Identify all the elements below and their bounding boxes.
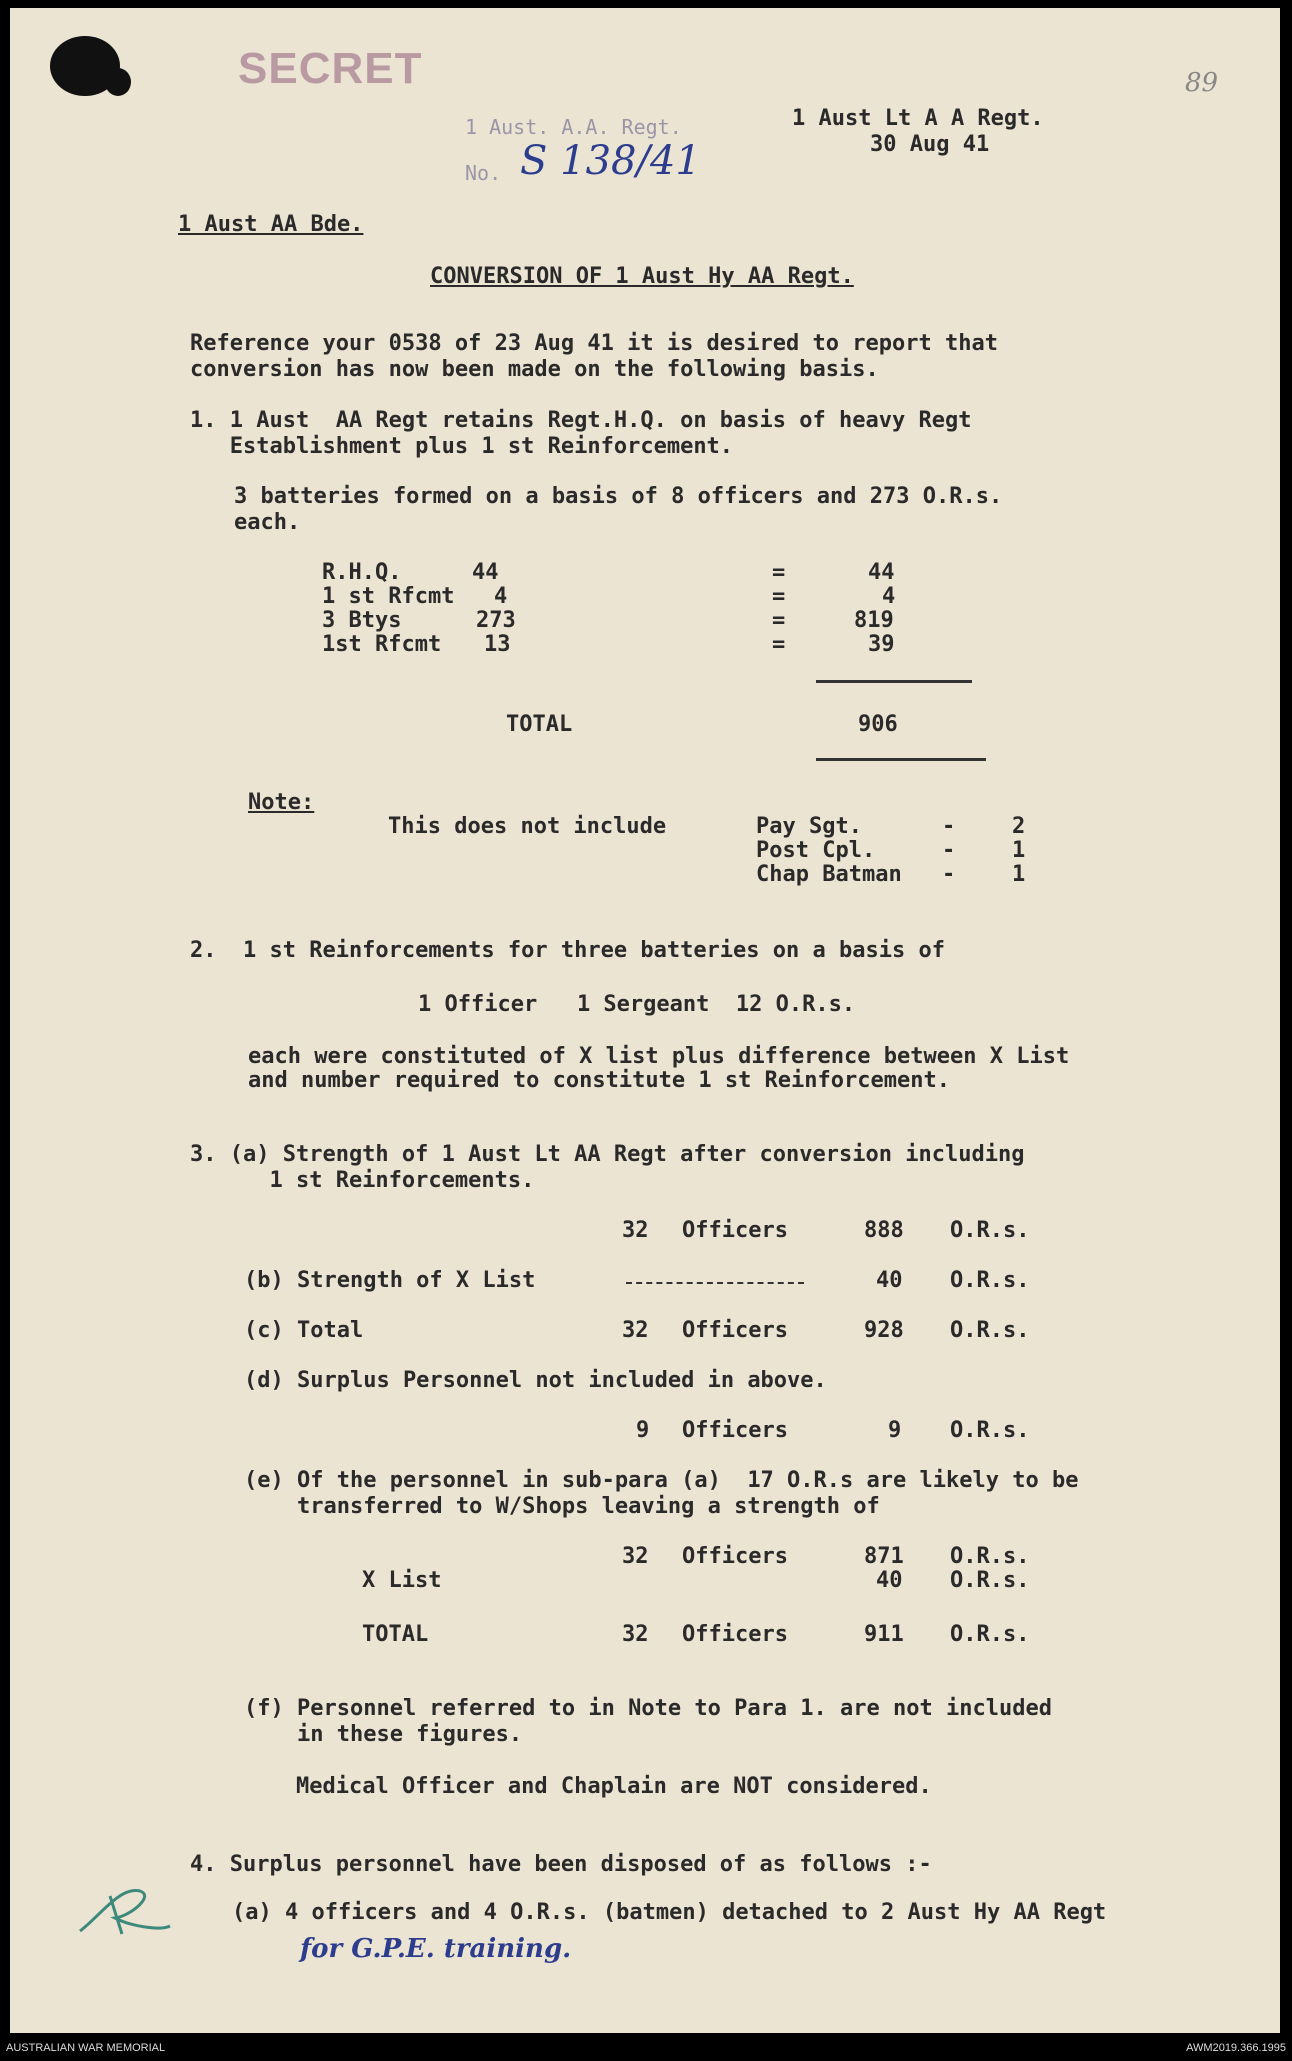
note-item-label: Chap Batman bbox=[756, 862, 902, 887]
row-ors: 40 bbox=[876, 1568, 903, 1593]
handwritten-note: for G.P.E. training. bbox=[300, 1934, 572, 1964]
note-item-value: 2 bbox=[1012, 814, 1026, 839]
para2-after: each were constituted of X list plus difference between X List bbox=[248, 1044, 1070, 1069]
total-rule-bottom bbox=[816, 758, 986, 761]
note-item-dash: - bbox=[942, 814, 956, 839]
faint-stamp-unit: 1 Aust. A.A. Regt. bbox=[465, 115, 682, 139]
para1-line: 1. 1 Aust AA Regt retains Regt.H.Q. on basis of heavy Regt bbox=[190, 408, 972, 433]
table-value: 819 bbox=[854, 608, 894, 633]
row-officers: Officers bbox=[682, 1544, 788, 1569]
secret-stamp: SECRET bbox=[238, 44, 423, 93]
row-ors: 911 bbox=[864, 1622, 904, 1647]
para3-e: (e) Of the personnel in sub-para (a) 17 O.R.s are likely to be bbox=[244, 1468, 1079, 1493]
table-num: 4 bbox=[494, 584, 508, 609]
table-eq: = bbox=[772, 584, 786, 609]
total-value: 906 bbox=[858, 712, 898, 737]
faint-stamp-number: No. bbox=[465, 161, 502, 185]
para2-line: 2. 1 st Reinforcements for three batteries on a basis of bbox=[190, 938, 945, 963]
para3-c-label: (c) Total bbox=[244, 1318, 364, 1343]
row-officers: Officers bbox=[682, 1418, 788, 1443]
row-num: 32 bbox=[622, 1318, 649, 1343]
row-unit: O.R.s. bbox=[950, 1622, 1030, 1647]
table-label: 1st Rfcmt bbox=[322, 632, 442, 657]
table-label: R.H.Q. bbox=[322, 560, 402, 585]
para3-a: 1 st Reinforcements. bbox=[190, 1168, 535, 1193]
row-unit: O.R.s. bbox=[950, 1544, 1030, 1569]
note-item-value: 1 bbox=[1012, 838, 1026, 863]
subject-line: CONVERSION OF 1 Aust Hy AA Regt. bbox=[430, 264, 854, 289]
row-unit: O.R.s. bbox=[950, 1418, 1030, 1443]
para4-a: (a) 4 officers and 4 O.R.s. (batmen) detached to 2 Aust Hy AA Regt bbox=[232, 1900, 1107, 1925]
batteries-line: each. bbox=[234, 510, 301, 535]
row-ors: 888 bbox=[864, 1218, 904, 1243]
intro-line: Reference your 0538 of 23 Aug 41 it is desired to report that bbox=[190, 331, 998, 356]
row-num: 32 bbox=[622, 1622, 649, 1647]
footer-source: AUSTRALIAN WAR MEMORIAL bbox=[6, 2042, 166, 2054]
header-unit: 1 Aust Lt A A Regt. bbox=[792, 106, 1044, 131]
row-unit: O.R.s. bbox=[950, 1568, 1030, 1593]
table-label: 3 Btys bbox=[322, 608, 402, 633]
handwritten-initial-icon bbox=[70, 1876, 180, 1946]
table-value: 4 bbox=[882, 584, 896, 609]
table-eq: = bbox=[772, 560, 786, 585]
para3-a: 3. (a) Strength of 1 Aust Lt AA Regt after conversion including bbox=[190, 1142, 1025, 1167]
row-label: X List bbox=[362, 1568, 442, 1593]
table-num: 44 bbox=[472, 560, 499, 585]
total-label: TOTAL bbox=[506, 712, 573, 737]
dashed-line bbox=[626, 1282, 804, 1286]
row-unit: O.R.s. bbox=[950, 1268, 1030, 1293]
row-unit: O.R.s. bbox=[950, 1318, 1030, 1343]
row-num: 32 bbox=[622, 1544, 649, 1569]
note-text: This does not include bbox=[388, 814, 667, 839]
table-value: 44 bbox=[868, 560, 895, 585]
ink-blot bbox=[105, 68, 131, 96]
para3-f: in these figures. bbox=[244, 1722, 523, 1747]
row-ors: 9 bbox=[888, 1418, 902, 1443]
note-item-label: Post Cpl. bbox=[756, 838, 876, 863]
row-officers: Officers bbox=[682, 1218, 788, 1243]
table-num: 273 bbox=[476, 608, 516, 633]
intro-line: conversion has now been made on the following basis. bbox=[190, 357, 879, 382]
addressee: 1 Aust AA Bde. bbox=[178, 212, 364, 237]
row-officers: Officers bbox=[682, 1622, 788, 1647]
table-eq: = bbox=[772, 608, 786, 633]
note-item-value: 1 bbox=[1012, 862, 1026, 887]
header-date: 30 Aug 41 bbox=[870, 132, 990, 157]
handwritten-reference: S 138/41 bbox=[520, 138, 701, 184]
note-item-label: Pay Sgt. bbox=[756, 814, 862, 839]
row-ors: 40 bbox=[876, 1268, 903, 1293]
para3-b-label: (b) Strength of X List bbox=[244, 1268, 536, 1293]
row-num: 9 bbox=[636, 1418, 650, 1443]
table-value: 39 bbox=[868, 632, 895, 657]
note-item-dash: - bbox=[942, 838, 956, 863]
table-num: 13 bbox=[484, 632, 511, 657]
pencil-page-number: 89 bbox=[1185, 68, 1219, 98]
para1-line: Establishment plus 1 st Reinforcement. bbox=[190, 434, 734, 459]
total-rule-top bbox=[816, 680, 972, 683]
para2-basis: 1 Officer 1 Sergeant 12 O.R.s. bbox=[418, 992, 856, 1017]
row-officers: Officers bbox=[682, 1318, 788, 1343]
para3-f: (f) Personnel referred to in Note to Para 1. are not included bbox=[244, 1696, 1052, 1721]
note-label: Note: bbox=[248, 790, 315, 815]
row-unit: O.R.s. bbox=[950, 1218, 1030, 1243]
footer-id: AWM2019.366.1995 bbox=[1186, 2042, 1286, 2054]
row-ors: 871 bbox=[864, 1544, 904, 1569]
para3-medical: Medical Officer and Chaplain are NOT considered. bbox=[296, 1774, 932, 1799]
para3-e: transferred to W/Shops leaving a strength of bbox=[244, 1494, 880, 1519]
row-label: TOTAL bbox=[362, 1622, 429, 1647]
para2-after: and number required to constitute 1 st Reinforcement. bbox=[248, 1068, 950, 1093]
table-eq: = bbox=[772, 632, 786, 657]
para3-d-label: (d) Surplus Personnel not included in above. bbox=[244, 1368, 827, 1393]
para4-line: 4. Surplus personnel have been disposed of as follows :- bbox=[190, 1852, 932, 1877]
note-item-dash: - bbox=[942, 862, 956, 887]
row-ors: 928 bbox=[864, 1318, 904, 1343]
table-label: 1 st Rfcmt bbox=[322, 584, 455, 609]
batteries-line: 3 batteries formed on a basis of 8 officers and 273 O.R.s. bbox=[234, 484, 1003, 509]
document-page bbox=[10, 8, 1280, 2033]
row-num: 32 bbox=[622, 1218, 649, 1243]
